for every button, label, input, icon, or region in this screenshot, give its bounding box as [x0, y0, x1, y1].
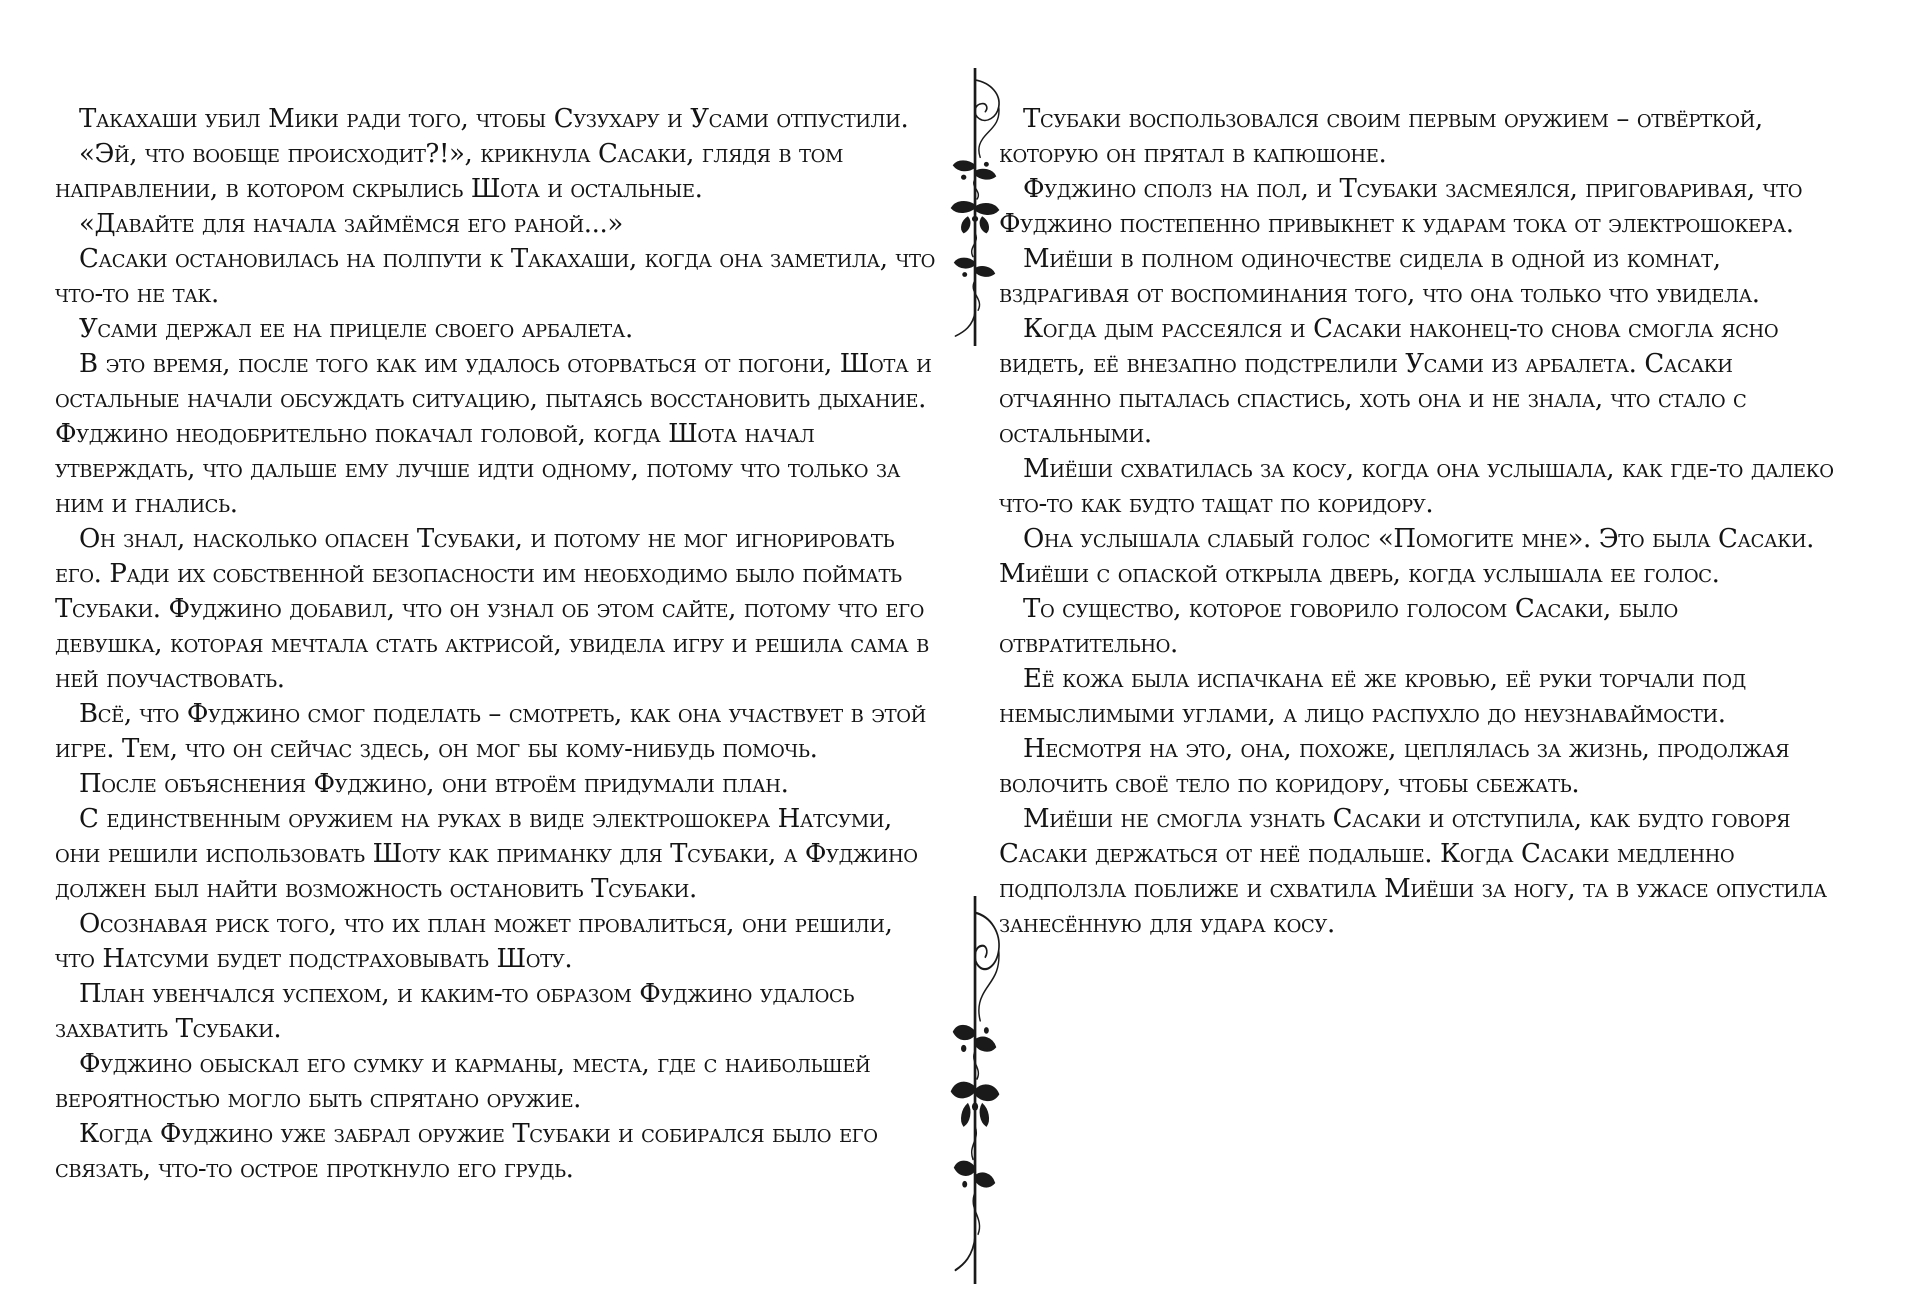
paragraph: Фуджино сполз на пол, и Тсубаки засмеялся, приговаривая, что Фуджино постепенно привыкнет к ударам тока от электрошокера.	[999, 174, 1803, 239]
paragraph: Она услышала слабый голос «Помогите мне». Это была Сасаки. Миёши с опаской открыла дверь, когда услышала ее голос.	[999, 524, 1814, 589]
paragraph: После объяснения Фуджино, они втроём придумали план.	[79, 769, 789, 799]
paragraph: С единственным оружием на руках в виде электрошокера Натсуми, они решили использовать Шоту как приманку для Тсубаки, а Фуджино должен был найти возможность остановить Тсубаки.	[55, 804, 918, 904]
vine-ornament-top-icon	[941, 68, 1007, 346]
paragraph: Её кожа была испачкана её же кровью, её руки торчали под немыслимыми углами, а лицо распухло до неузнаваймости.	[999, 664, 1746, 729]
paragraph: В это время, после того как им удалось оторваться от погони, Шота и остальные начали обсуждать ситуацию, пытаясь восстановить дыхание. Фуджино неодобрительно покачал головой, когда Шота начал утверждать, что дальше ему лучше идти одному, потому что только за ним и гнались.	[55, 349, 932, 519]
paragraph: Когда Фуджино уже забрал оружие Тсубаки и собирался было его связать, что-то острое проткнуло его грудь.	[55, 1119, 878, 1184]
paragraph: Тсубаки воспользовался своим первым оружием – отвёрткой, которую он прятал в капюшоне.	[999, 104, 1763, 169]
paragraph: Сасаки остановилась на полпути к Такахаши, когда она заметила, что что-то не так.	[55, 244, 935, 309]
paragraph: Несмотря на это, она, похоже, цеплялась за жизнь, продолжая волочить своё тело по коридору, чтобы сбежать.	[999, 734, 1790, 799]
paragraph: «Давайте для начала займёмся его раной...»	[79, 209, 623, 239]
paragraph: Он знал, насколько опасен Тсубаки, и потому не мог игнорировать его. Ради их собственной безопасности им необходимо было поймать Тсубаки. Фуджино добавил, что он узнал об этом сайте, потому что его девушка, которая мечтала стать актрисой, увидела игру и решила сама в ней поучаствовать.	[55, 524, 929, 694]
paragraph: Миёши в полном одиночестве сидела в одной из комнат, вздрагивая от воспоминания того, что она только что увидела.	[999, 244, 1760, 309]
paragraph: План увенчался успехом, и каким-то образом Фуджино удалось захватить Тсубаки.	[55, 979, 855, 1044]
vine-ornament-icon	[941, 68, 1007, 346]
paragraph: Такахаши убил Мики ради того, чтобы Сузухару и Усами отпустили.	[79, 104, 909, 134]
right-text-column	[999, 102, 1839, 942]
paragraph: Фуджино обыскал его сумку и карманы, места, где с наибольшей вероятностью могло быть спрятано оружие.	[55, 1049, 871, 1114]
paragraph: «Эй, что вообще происходит?!», крикнула Сасаки, глядя в том направлении, в котором скрылись Шота и остальные.	[55, 139, 844, 204]
paragraph: Усами держал ее на прицеле своего арбалета.	[79, 314, 633, 344]
paragraph: Всё, что Фуджино смог поделать – смотреть, как она участвует в этой игре. Тем, что он сейчас здесь, он мог бы кому-нибудь помочь.	[55, 699, 926, 764]
paragraph: То существо, которое говорило голосом Сасаки, было отвратительно.	[999, 594, 1678, 659]
paragraph: Когда дым рассеялся и Сасаки наконец-то снова смогла ясно видеть, её внезапно подстрелили Усами из арбалета. Сасаки отчаянно пыталась спастись, хоть она и не знала, что стало с остальными.	[999, 314, 1779, 449]
left-text-column	[55, 102, 939, 1187]
paragraph: Миёши схватилась за косу, когда она услышала, как где-то далеко что-то как будто тащат по коридору.	[999, 454, 1834, 519]
paragraph: Миёши не смогла узнать Сасаки и отступила, как будто говоря Сасаки держаться от неё подальше. Когда Сасаки медленно подползла поближе и схватила Миёши за ногу, та в ужасе опустила занесённую для удара косу.	[999, 804, 1827, 939]
vine-ornament-bottom-icon	[941, 896, 1007, 1284]
vine-ornament-icon	[941, 896, 1007, 1284]
paragraph: Осознавая риск того, что их план может провалиться, они решили, что Натсуми будет подстраховывать Шоту.	[55, 909, 893, 974]
